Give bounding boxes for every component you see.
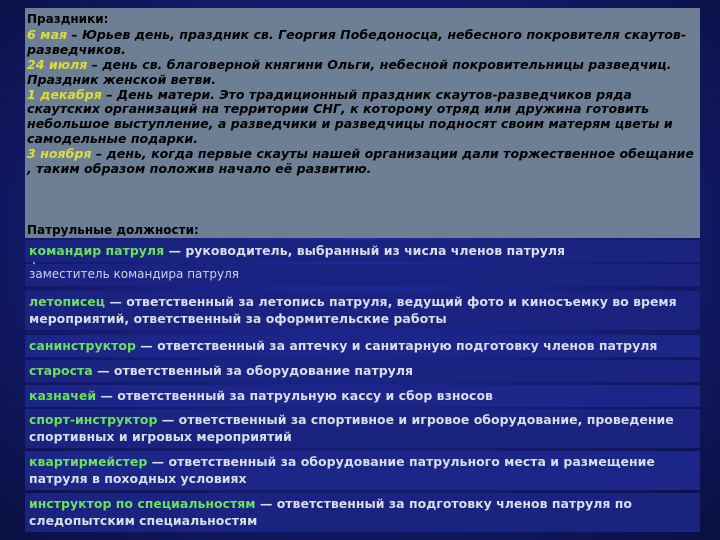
holiday-date: 1 декабря <box>27 86 102 102</box>
duty-item <box>25 385 700 407</box>
slide-content <box>25 8 700 530</box>
duty-text: — ответственный за спортивное и игровое оборудование, проведение спортивных и игровых мероприятий <box>29 412 674 444</box>
duty-item <box>25 291 700 330</box>
duty-item <box>25 264 700 286</box>
holiday-item <box>27 147 700 177</box>
duty-item <box>25 493 700 532</box>
duties-title: Патрульные должности: <box>25 223 700 238</box>
duty-term: квартирмейстер <box>29 454 148 469</box>
duty-text: — ответственный за патрульную кассу и сбор взносов <box>96 388 493 403</box>
holiday-date: 6 мая <box>27 26 68 42</box>
holidays-title: Праздники: <box>27 12 109 26</box>
holiday-text: – День матери. Это традиционный праздник скаутов-разведчиков ряда скаутских организаций на территории СНГ, к которому отряд или дружина готовить небольшое выступление, а разведчики и разведчицы подносят своим матерям цветы и самодельные подарки. <box>27 86 673 147</box>
duty-term: санинструктор <box>29 338 136 353</box>
duty-term: староста <box>29 363 93 378</box>
duty-term: командир патруля <box>29 243 165 258</box>
duty-item <box>25 360 700 382</box>
duty-item <box>25 240 700 262</box>
holiday-item <box>27 58 700 88</box>
duty-text: — ответственный за оборудование патруля <box>92 363 414 378</box>
duty-term: заместитель командира патруля <box>29 267 240 281</box>
duty-term: спорт-инструктор <box>29 412 158 427</box>
holiday-date: 24 июля <box>27 56 88 72</box>
holiday-item <box>27 28 700 58</box>
duty-text: — ответственный за оборудование патрульного места и размещение патруля в походных условиях <box>29 454 655 486</box>
holiday-text: – день св. благоверной княгини Ольги, небесной покровительницы разведчиц. Праздник женской ветви. <box>27 56 672 87</box>
duty-text: — ответственный за аптечку и санитарную подготовку членов патруля <box>135 338 658 353</box>
holiday-text: – день, когда первые скауты нашей организации дали торжественное обещание , таким образом положив начало её развитию. <box>27 146 694 177</box>
holidays-section <box>25 8 700 223</box>
duty-term: казначей <box>29 388 97 403</box>
duty-term: инструктор по специальностям <box>29 496 256 511</box>
holiday-item <box>27 88 700 148</box>
holiday-text: – Юрьев день, праздник св. Георгия Победоносца, небесного покровителя скаутов-разведчиков. <box>27 26 687 57</box>
duty-term: летописец <box>29 294 106 309</box>
duty-item <box>25 451 700 490</box>
duty-text: — руководитель, выбранный из числа членов патруля <box>164 243 566 258</box>
duty-text: — ответственный за подготовку членов патруля по следопытским специальностям <box>29 496 632 528</box>
duty-item <box>25 335 700 357</box>
duty-text: — ответственный за летопись патруля, ведущий фото и киносъемку во время мероприятий, ответственный за оформительские работы <box>29 294 677 326</box>
holiday-date: 3 ноября <box>27 146 92 162</box>
duty-item <box>25 409 700 448</box>
